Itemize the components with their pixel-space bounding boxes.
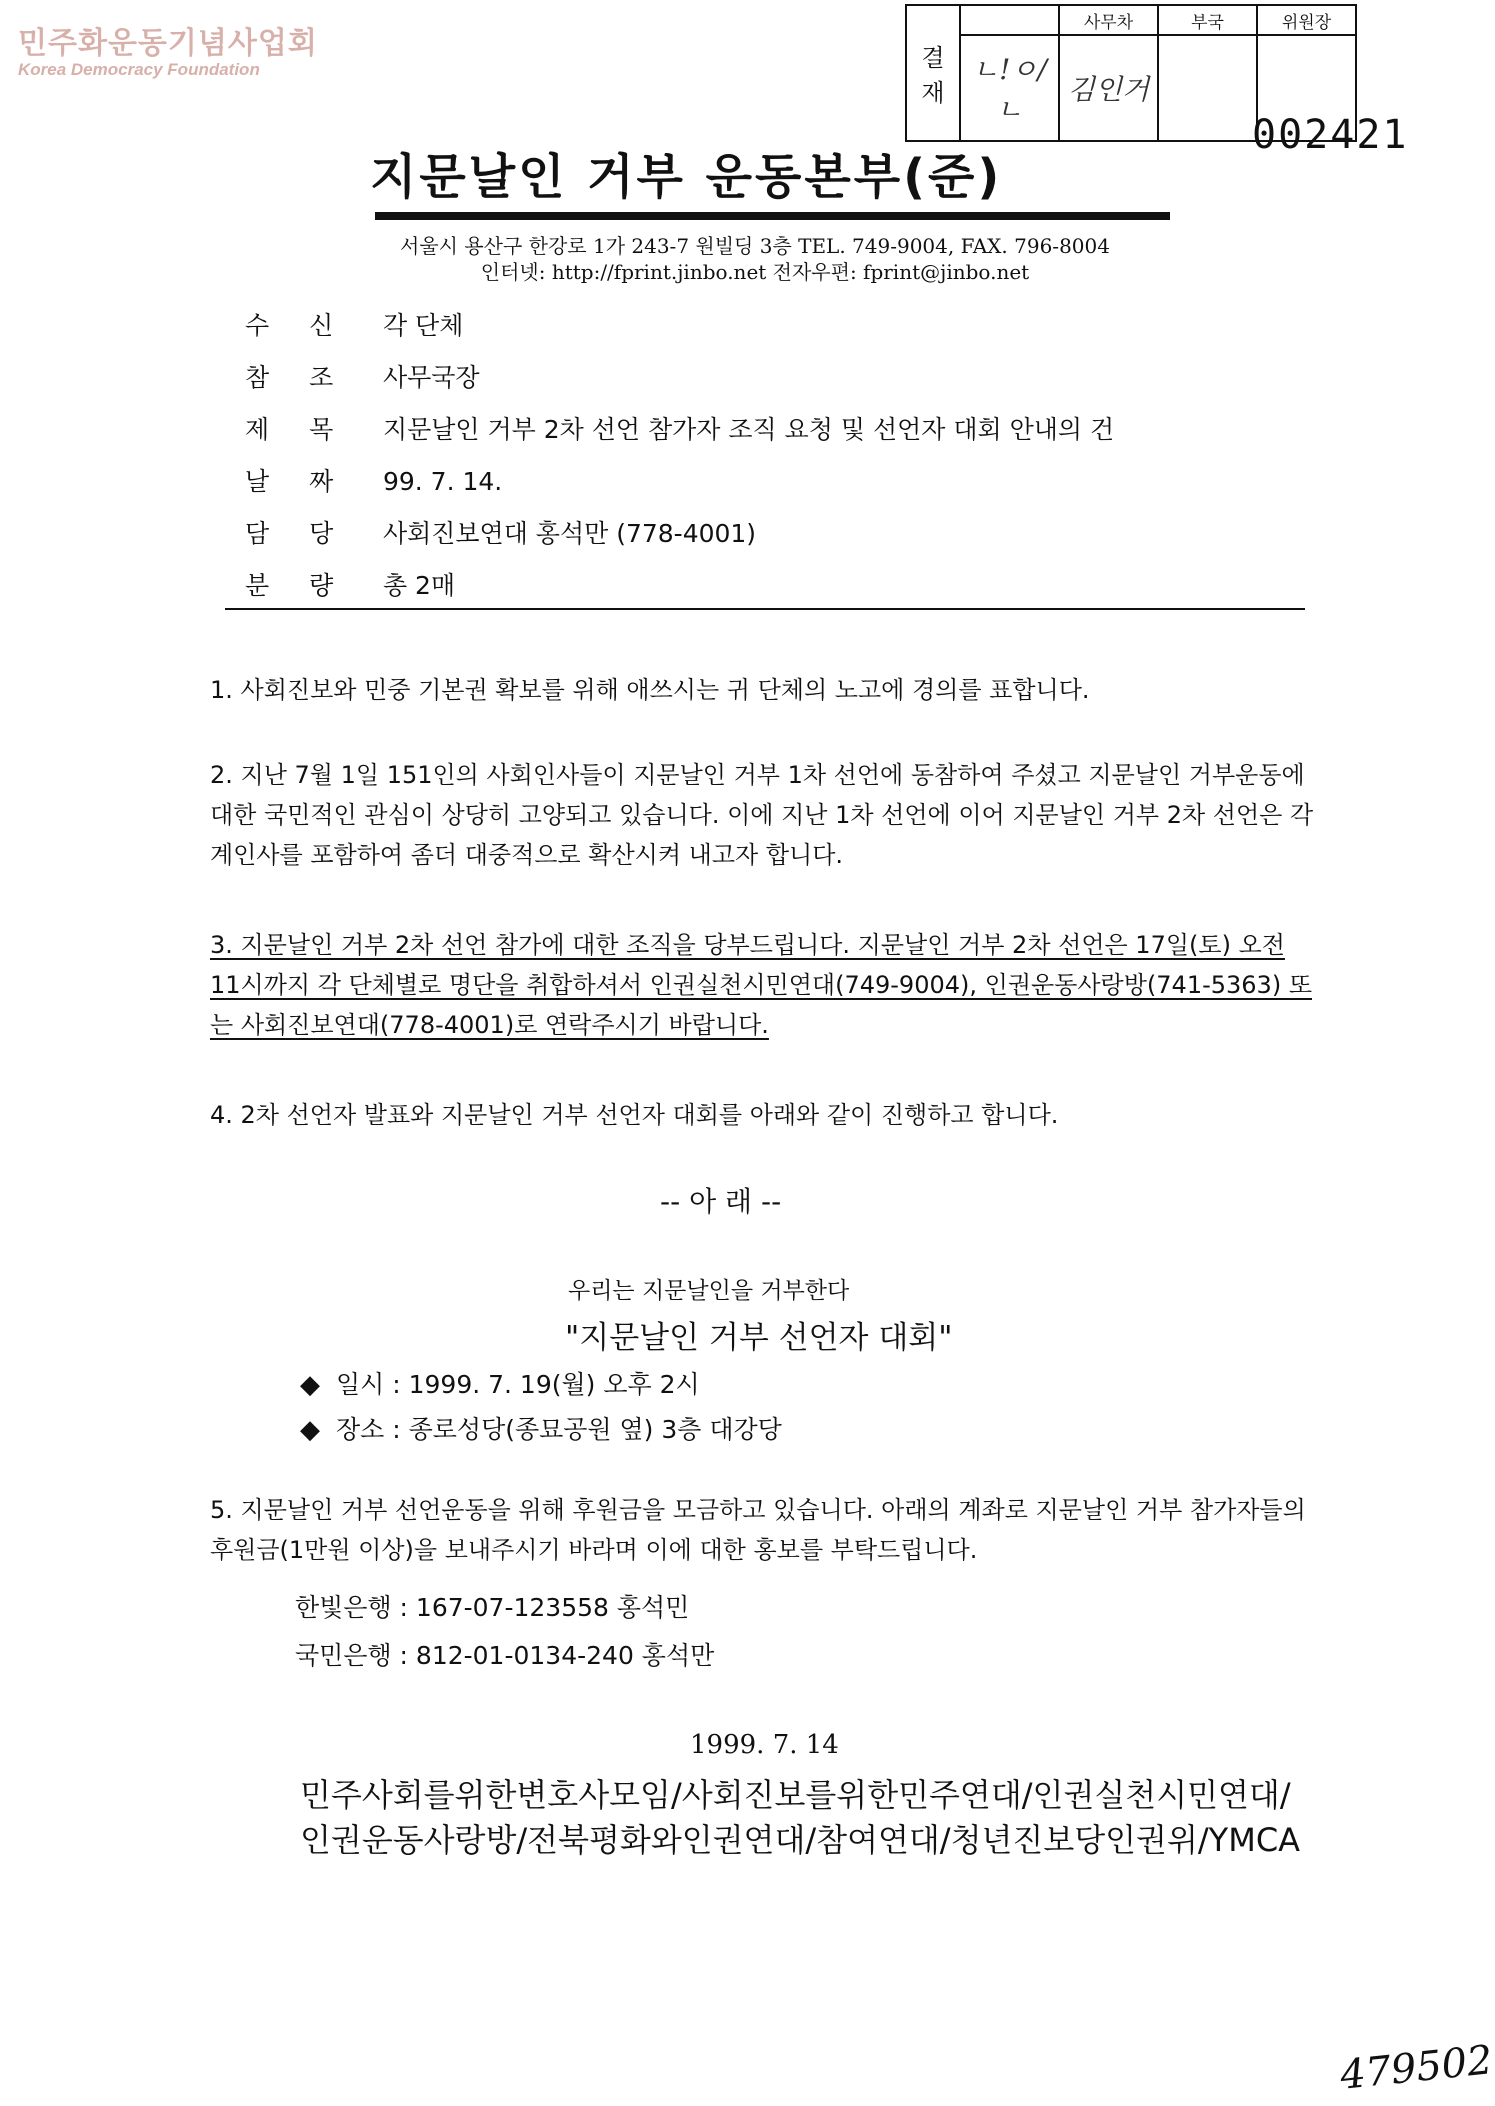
title-rule (375, 212, 1170, 220)
watermark-korean: 민주화운동기념사업회 (18, 26, 318, 61)
paragraph-1: 1. 사회진보와 민중 기본권 확보를 위해 애쓰시는 귀 단체의 노고에 경의를 표합니다. (210, 676, 1090, 704)
event-datetime (300, 1365, 700, 1401)
paragraph-3: 3. 지문날인 거부 2차 선언 참가에 대한 조직을 당부드립니다. 지문날인 거부 2차 선언은 17일(토) 오전 11시까지 각 단체별로 명단을 취합하셔서 인권실천시민연대(749-9004), 인권운동사랑방(741-5363) 또는 사회진보연대(778-4001)로 연락주시기 바랍니다. (210, 931, 1313, 1039)
bank-account-1: 한빛은행 : 167-07-123558 홍석민 (295, 1593, 690, 1622)
meta-value: 사무국장 (382, 363, 480, 392)
diamond-bullet-icon: ◆ (300, 1415, 320, 1445)
footer-orgs-line-1: 민주사회를위한변호사모임/사회진보를위한민주연대/인권실천시민연대/ (300, 1776, 1291, 1814)
approval-signature-1: ㄴ!ㅇ/ㄴ (960, 35, 1059, 141)
organization-address: 서울시 용산구 한강로 1가 243-7 원빌딩 3층 TEL. 749-9004, FAX. 796-8004 (400, 234, 1110, 258)
bank-account-2: 국민은행 : 812-01-0134-240 홍석만 (295, 1641, 715, 1670)
meta-page-count (245, 566, 455, 602)
footer-orgs-line-2: 인권운동사랑방/전북평화와인권연대/참여연대/청년진보당인권위/YMCA (300, 1821, 1301, 1859)
paragraph-4: 4. 2차 선언자 발표와 지문날인 거부 선언자 대회를 아래와 같이 진행하고 합니다. (210, 1101, 1059, 1129)
meta-label: 날짜 (245, 467, 374, 496)
organization-title: 지문날인 거부 운동본부(준) (370, 149, 1003, 205)
meta-label: 참조 (245, 363, 374, 392)
meta-subject (245, 410, 1114, 446)
meta-label: 담당 (245, 519, 374, 548)
approval-header-2: 부국 (1158, 5, 1257, 35)
organization-contact: 인터넷: http://fprint.jinbo.net 전자우편: fprint@jinbo.net (480, 260, 1030, 284)
meta-label: 수신 (245, 311, 374, 340)
meta-value: 99. 7. 14. (382, 467, 503, 496)
meta-reference (245, 358, 480, 394)
document-number: 002421 (1252, 112, 1409, 158)
approval-header-3: 위원장 (1257, 5, 1356, 35)
meta-value: 지문날인 거부 2차 선언 참가자 조직 요청 및 선언자 대회 안내의 건 (382, 415, 1115, 444)
meta-label: 제목 (245, 415, 374, 444)
notice-slogan: 우리는 지문날인을 거부한다 (568, 1278, 850, 1304)
approval-signature-3 (1158, 35, 1257, 141)
paragraph-2: 2. 지난 7월 1일 151인의 사회인사들이 지문날인 거부 1차 선언에 동참하여 주셨고 지문날인 거부운동에 대한 국민적인 관심이 상당히 고양되고 있습니다. 이에 지난 1차 선언에 이어 지문날인 거부 2차 선언은 각계인사를 포함하여 좀더 대중적으로 확산시켜 내고자 합니다. (210, 761, 1314, 869)
meta-value: 각 단체 (382, 311, 464, 340)
watermark-english: Korea Democracy Foundation (18, 60, 260, 79)
diamond-bullet-icon: ◆ (300, 1370, 320, 1400)
meta-divider (225, 608, 1305, 610)
footer-date: 1999. 7. 14 (690, 1730, 839, 1760)
meta-contact-person (245, 514, 756, 550)
event-place-text: 장소 : 종로성당(종묘공원 옆) 3층 대강당 (336, 1415, 782, 1444)
approval-header-1: 사무차 (1059, 5, 1158, 35)
meta-value: 사회진보연대 홍석만 (778-4001) (382, 519, 757, 548)
approval-signature-2: 김인거 (1059, 35, 1158, 141)
notice-heading: -- 아 래 -- (660, 1185, 782, 1218)
meta-date (245, 462, 502, 498)
approval-header-blank (960, 5, 1059, 35)
event-title: "지문날인 거부 선언자 대회" (565, 1320, 953, 1356)
event-datetime-text: 일시 : 1999. 7. 19(월) 오후 2시 (336, 1370, 700, 1399)
paragraph-5: 5. 지문날인 거부 선언운동을 위해 후원금을 모금하고 있습니다. 아래의 계좌로 지문날인 거부 참가자들의 후원금(1만원 이상)을 보내주시기 바라며 이에 대한 홍보를 부탁드립니다. (210, 1496, 1306, 1564)
archive-number: 479502 (1338, 2037, 1495, 2099)
meta-recipient (245, 306, 463, 342)
event-place (300, 1410, 782, 1446)
meta-label: 분량 (245, 571, 374, 600)
approval-corner-label: 결 재 (906, 5, 960, 141)
meta-value: 총 2매 (382, 571, 456, 600)
